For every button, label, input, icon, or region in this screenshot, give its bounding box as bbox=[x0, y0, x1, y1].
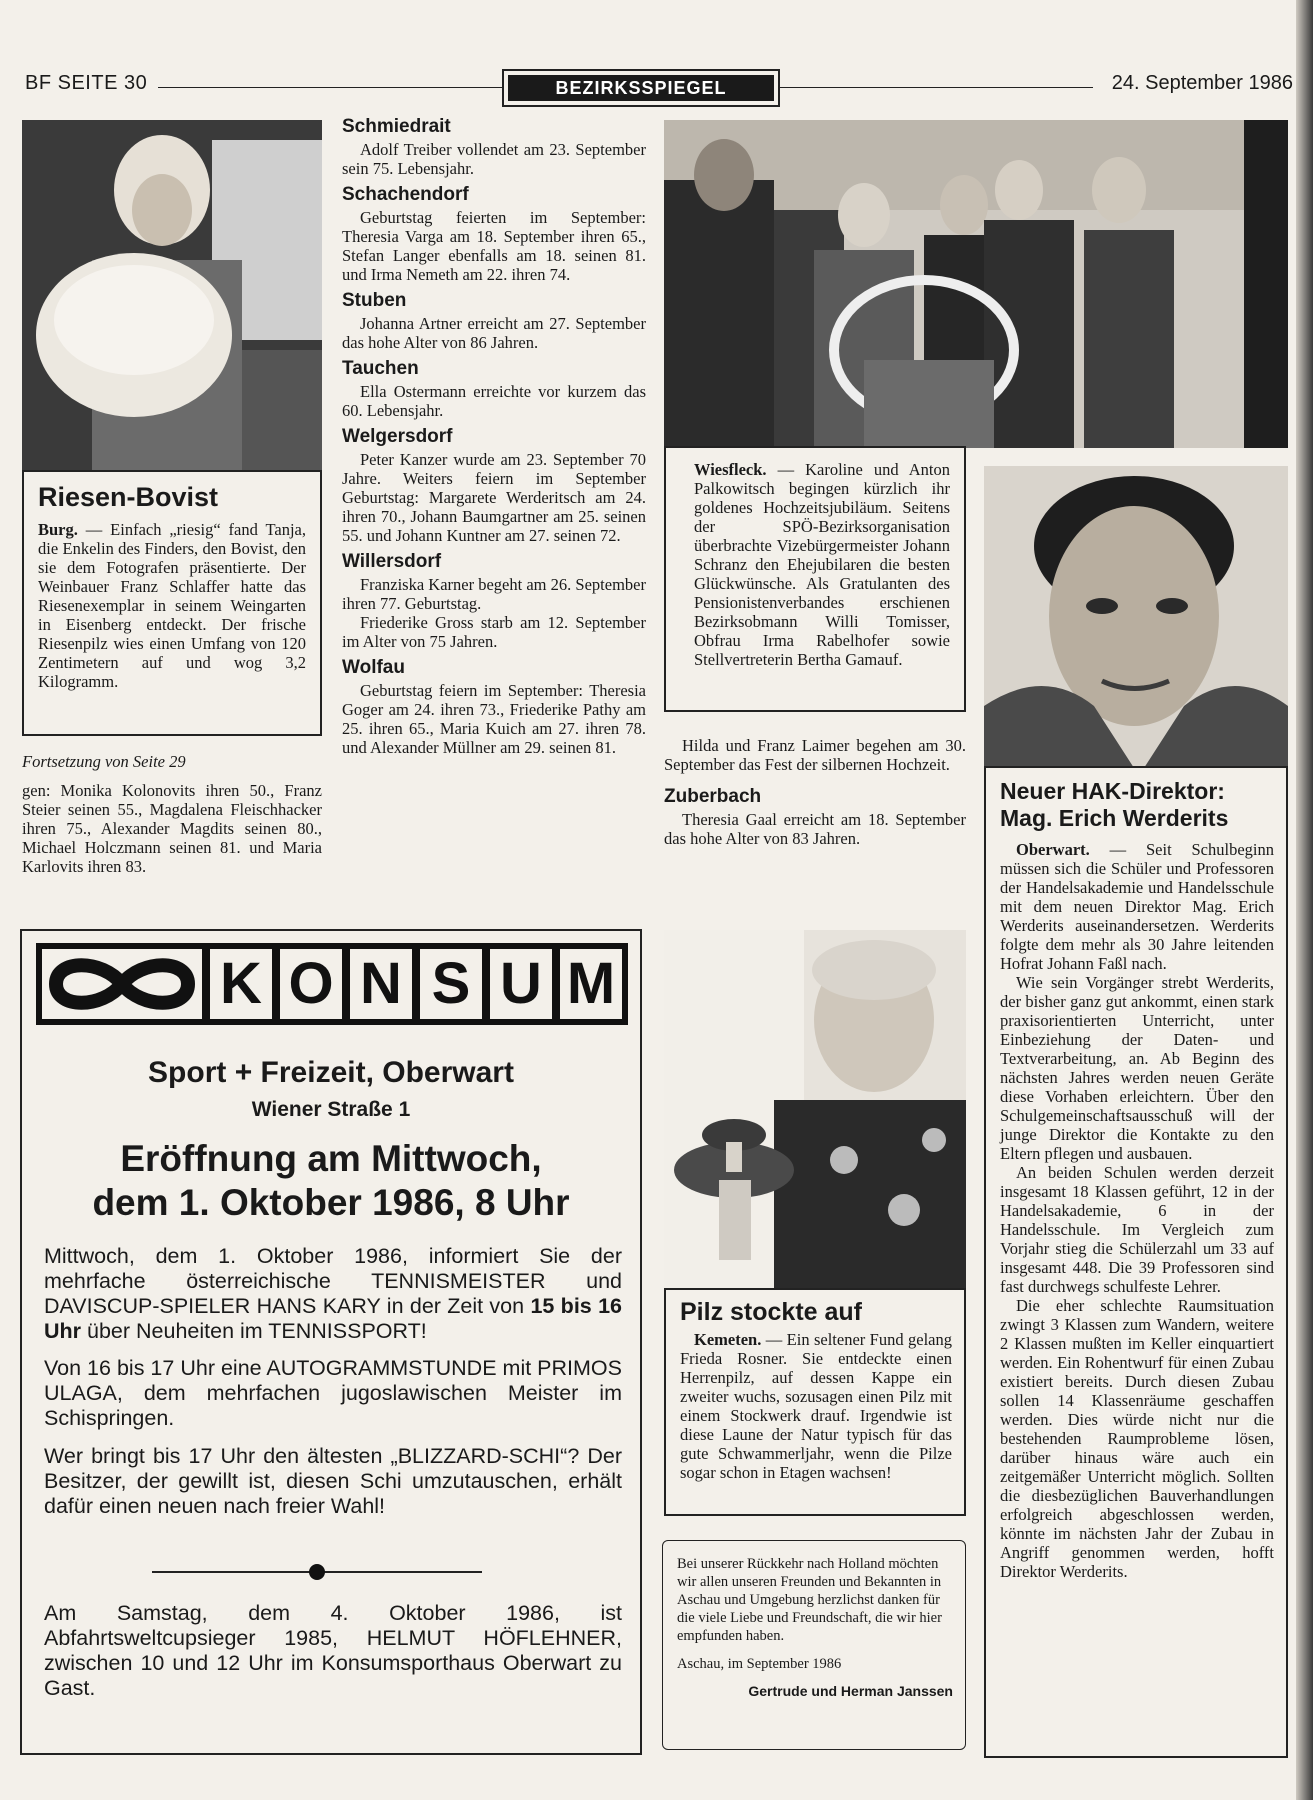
logo-letter: M bbox=[560, 949, 622, 1019]
section-tag bbox=[502, 69, 780, 107]
thanks-text: Bei unserer Rückkehr nach Holland möchten wir allen unseren Freunden und Bekannten in Aschau und Umgebung herzlichst danken für die viele Liebe und Freundschaft, die wir hier empfunden haben. bbox=[677, 1556, 942, 1644]
town-paragraph: Johanna Artner erreicht am 27. September das hohe Alter von 86 Jahren. bbox=[342, 314, 646, 352]
logo-letter: S bbox=[420, 949, 482, 1019]
wiesfleck-body: — Karoline und Anton Palkowitsch begingen kürzlich ihr goldenes Hochzeitsjubiläum. Seitens der SPÖ-Bezirksorganisation überbrachte Vizebürgermeister Johann Schranz den Ehejubilaren die besten Glückwünsche. Als Gratulanten des Pensionistenverbandes erschienen Bezirksobmann Willi Tomisser, Obfrau Irma Rabelhofer sowie Stellvertreterin Bertha Gamauf. bbox=[694, 460, 950, 669]
ad-headline-2: dem 1. Oktober 1986, 8 Uhr bbox=[92, 1182, 570, 1223]
fortsetzung-text: gen: Monika Kolonovits ihren 50., Franz Steier seinen 55., Magdalena Fleischhacker ihren 75., Alexander Magdits seinen 80., Michael Holczmann seinen 81. und Maria Karlovits ihren 83. bbox=[22, 781, 322, 876]
ad-paragraph: Von 16 bis 17 Uhr eine AUTOGRAMMSTUNDE mit PRIMOS ULAGA, dem mehrfachen jugoslawischen Meister im Schispringen. bbox=[44, 1356, 622, 1430]
town-section bbox=[342, 116, 646, 178]
town-paragraph: Geburtstag feierten im September: Theresia Varga am 18. September ihren 65., Stefan Langer ebenfalls am 18. seinen 81. und Irma Nemeth am 22. ihren 74. bbox=[342, 208, 646, 284]
pilz-title: Pilz stockte auf bbox=[680, 1298, 862, 1326]
pilz-text bbox=[680, 1330, 952, 1482]
birthday-column bbox=[342, 116, 646, 763]
ad-p1-a: Mittwoch, dem 1. Oktober 1986, informiert Sie der mehrfache österreichische TENNISMEISTER und DAVISCUP-SPIELER HANS KARY in der Zeit von bbox=[44, 1244, 622, 1318]
town-name: Schmiedrait bbox=[342, 116, 451, 137]
director-portrait bbox=[984, 466, 1288, 768]
town-paragraph: Friederike Gross starb am 12. September im Alter von 75 Jahren. bbox=[342, 613, 646, 651]
town-name: Stuben bbox=[342, 290, 407, 311]
zuberbach-name: Zuberbach bbox=[664, 786, 762, 807]
logo-letter: U bbox=[490, 949, 552, 1019]
logo-letter: O bbox=[280, 949, 342, 1019]
bovist-body: — Einfach „riesig“ fand Tanja, die Enkelin des Finders, den Bovist, den sie dem Fotografen präsentierte. Der Weinbauer Franz Schlaffer hatte das Riesenexemplar in seinem Weingarten in Eisenberg entdeckt. Der frische Riesenpilz wies einen Umfang von 120 Zentimetern auf und wog 3,2 Kilogramm. bbox=[38, 520, 306, 691]
pilz-body: — Ein seltener Fund gelang Frieda Rosner. Sie entdeckte einen Herrenpilz, auf dessen Kappe ein zweiter wuchs, sozusagen einen Pilz mit einem Stockwerk drauf. Irgendwie ist diese Laune der Natur typisch für das gute Schwammerljahr, wenn die Pilze sogar schon in Etagen wachsen! bbox=[680, 1330, 952, 1482]
header-rule-left bbox=[158, 87, 502, 88]
ad-store-name: Sport + Freizeit, Oberwart bbox=[148, 1056, 514, 1089]
zuberbach-text: Theresia Gaal erreicht am 18. September das hohe Alter von 83 Jahren. bbox=[664, 810, 966, 848]
town-paragraph: Franziska Karner begeht am 26. September ihren 77. Geburtstag. bbox=[342, 575, 646, 613]
hak-paragraph: Die eher schlechte Raumsituation zwingt 3 Klassen zum Wandern, weitere 2 Klassen mußten im Keller einquartiert werden. Ein Rohentwurf für einen Zubau existiert bereits. Durch diesen Zubau sollen 14 Klassenräume geschaffen werden. Dies würde nicht nur die bestehenden Raumprobleme lösen, darüber hinaus wäre auch ein zeitgemäßer Unterricht möglich. Sollten die diesbezüglichen Bauverhandlungen erfolgreich abgeschlossen werden, könnte im nächsten Jahr der Zubau in Angriff genommen werden, hofft Direktor Werderits. bbox=[1000, 1296, 1274, 1581]
ad-paragraph: Am Samstag, dem 4. Oktober 1986, ist Abfahrtsweltcupsieger 1985, HELMUT HÖFLEHNER, zwischen 10 und 12 Uhr im Konsumsporthaus Oberwart zu Gast. bbox=[44, 1601, 622, 1700]
page-number: BF SEITE 30 bbox=[25, 72, 148, 94]
pilz-caption-box bbox=[664, 1288, 966, 1516]
ad-address: Wiener Straße 1 bbox=[251, 1098, 411, 1121]
hak-title-line2: Mag. Erich Werderits bbox=[1000, 805, 1229, 831]
ad-paragraph bbox=[44, 1244, 622, 1344]
ad-headline-1: Eröffnung am Mittwoch, bbox=[120, 1138, 542, 1179]
thanks-signature: Gertrude und Herman Janssen bbox=[748, 1683, 953, 1699]
town-paragraph: Peter Kanzer wurde am 23. September 70 Jahre. Weiters feiern im September Geburtstag: Margarete Werderitsch am 24. ihren 70., Johann Baumgartner am 25. seinen 55. und Johann Kuntner am 27. seinen 72. bbox=[342, 450, 646, 545]
page-edge-shadow bbox=[1296, 0, 1313, 1800]
hak-paragraph bbox=[1000, 840, 1274, 973]
town-name: Schachendorf bbox=[342, 184, 469, 205]
bovist-photo bbox=[22, 120, 322, 472]
bovist-text bbox=[38, 520, 306, 691]
town-section bbox=[342, 426, 646, 545]
ad-p1-bold: 15 bis 16 Uhr bbox=[44, 1294, 622, 1343]
section-tag-label: BEZIRKSSPIEGEL bbox=[508, 75, 774, 101]
ad-p1-b: über Neuheiten im TENNISSPORT! bbox=[81, 1319, 427, 1343]
town-name: Welgersdorf bbox=[342, 426, 453, 447]
town-paragraph: Ella Ostermann erreichte vor kurzem das 60. Lebensjahr. bbox=[342, 382, 646, 420]
town-paragraph: Adolf Treiber vollendet am 23. September sein 75. Lebensjahr. bbox=[342, 140, 646, 178]
header-rule-right bbox=[778, 87, 1093, 88]
town-name: Tauchen bbox=[342, 358, 419, 379]
bovist-lead: Burg. bbox=[38, 520, 78, 539]
fortsetzung-block bbox=[22, 752, 322, 876]
hak-paragraph: Wie sein Vorgänger strebt Werderits, der bisher ganz gut ankommt, einen stark praxisorientierten Unterricht, unter Einbeziehung der Daten- und Textverarbeitung, an. Ab Beginn des nächsten Jahres werden neuen Geräte diese Vorhaben erleichtern. Über den Schulgemeinschaftsausschuß will der junge Direktor die Kontakte zu den Eltern pflegen und ausbauen. bbox=[1000, 973, 1274, 1163]
logo-letter: K bbox=[210, 949, 272, 1019]
pilz-lead: Kemeten. bbox=[694, 1330, 762, 1349]
logo-letter: N bbox=[350, 949, 412, 1019]
thanks-place: Aschau, im September 1986 bbox=[677, 1656, 842, 1672]
wiesfleck-caption-box bbox=[664, 446, 966, 712]
town-section bbox=[342, 551, 646, 651]
konsum-logo bbox=[36, 943, 628, 1025]
issue-date: 24. September 1986 bbox=[1111, 72, 1293, 94]
bovist-caption-box bbox=[22, 470, 322, 736]
town-section bbox=[342, 184, 646, 284]
infinity-logo-icon bbox=[42, 949, 202, 1019]
ad-divider-dot-icon bbox=[309, 1564, 325, 1580]
fortsetzung-label: Fortsetzung von Seite 29 bbox=[22, 752, 186, 771]
jubilee-group-photo bbox=[664, 120, 1288, 448]
konsum-ad bbox=[20, 929, 642, 1755]
town-section bbox=[342, 290, 646, 352]
thanks-notice bbox=[662, 1540, 966, 1750]
wiesfleck-text bbox=[694, 460, 950, 669]
hak-lead: Oberwart. bbox=[1016, 840, 1090, 859]
town-name: Willersdorf bbox=[342, 551, 442, 572]
ad-paragraph: Wer bringt bis 17 Uhr den ältesten „BLIZZARD-SCHI“? Der Besitzer, der gewillt ist, diesen Schi umzutauschen, erhält dafür einen neuen nach freier Wahl! bbox=[44, 1444, 622, 1518]
hak-p1: — Seit Schulbeginn müssen sich die Schüler und Professoren der Handelsakademie und Handelsschule mit dem neuen Direktor Mag. Erich Werderits auseinandersetzen. Werderits folgte dem mehr als 30 Jahre leitenden Hofrat Johann Faßl nach. bbox=[1000, 840, 1274, 973]
laimer-text: Hilda und Franz Laimer begehen am 30. September das Fest der silbernen Hochzeit. bbox=[664, 736, 966, 774]
town-paragraph: Geburtstag feiern im September: Theresia Goger am 24. ihren 73., Friederike Pathy am 25. ihren 65., Maria Kuich am 27. ihren 78. und Alexander Müllner am 29. seinen 81. bbox=[342, 681, 646, 757]
laimer-zuberbach-block bbox=[664, 736, 966, 854]
hak-title-line1: Neuer HAK-Direktor: bbox=[1000, 778, 1225, 804]
bovist-title: Riesen-Bovist bbox=[38, 482, 219, 512]
town-section bbox=[342, 358, 646, 420]
town-section bbox=[342, 657, 646, 757]
hak-paragraph: An beiden Schulen werden derzeit insgesamt 18 Klassen geführt, 12 in der Handelsakademie, 6 in der Handelsschule. Im Vergleich zum Vorjahr stieg die Schülerzahl um 33 auf insgesamt 448. Die 39 Professoren sind fast durchwegs schulfeste Lehrer. bbox=[1000, 1163, 1274, 1296]
wiesfleck-lead: Wiesfleck. bbox=[694, 460, 767, 479]
mushroom-photo bbox=[664, 930, 966, 1290]
town-name: Wolfau bbox=[342, 657, 405, 678]
hak-article-box bbox=[984, 766, 1288, 1758]
